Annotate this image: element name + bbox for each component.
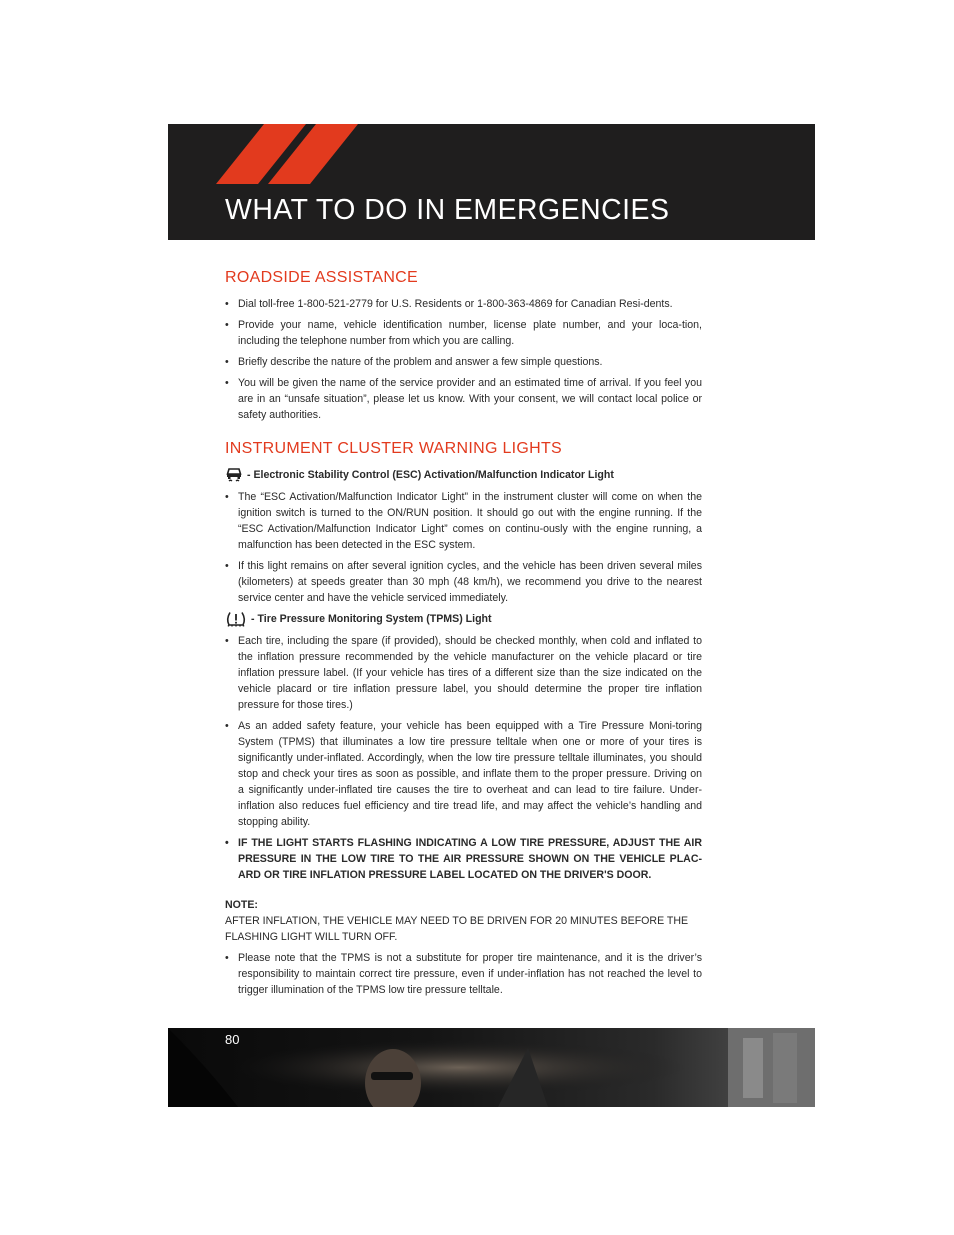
page-number: 80 xyxy=(225,1032,240,1047)
footer-photo-band xyxy=(168,1028,815,1107)
list-item: • The “ESC Activation/Malfunction Indicator Light” in the instrument cluster will come on when the ignition switch is turned to the ON/RUN position. It should go out with the engine running. If the “ESC Activation/Malfunction Indicator Light” comes on continu-ously with the engine running, a malfunction has been detected in the ESC system. xyxy=(225,489,702,553)
tire-pressure-icon xyxy=(225,611,247,627)
chapter-title: WHAT TO DO IN EMERGENCIES xyxy=(225,194,670,226)
tpms-subheading xyxy=(225,611,702,627)
roadside-list xyxy=(225,296,702,423)
section-heading-roadside-assistance: ROADSIDE ASSISTANCE xyxy=(225,269,419,286)
esc-skid-icon xyxy=(225,467,243,483)
list-item: • If this light remains on after several ignition cycles, and the vehicle has been driven several miles (kilometers) at speeds greater than 30 mph (48 km/h), we recommend you drive to the nearest service center and have the vehicle serviced immediately. xyxy=(225,558,702,606)
list-item: • Each tire, including the spare (if provided), should be checked monthly, when cold and inflated to the inflation pressure recommended by the vehicle manufacturer on the vehicle placard or tire inflation pressure label. (If your vehicle has tires of a different size than the size indicated on the vehicle placard or tire inflation pressure label, you should determine the proper tire inflation pressure for those tires.) xyxy=(225,633,702,713)
tpms-warning-item: • IF THE LIGHT STARTS FLASHING INDICATING A LOW TIRE PRESSURE, ADJUST THE AIR PRESSURE IN THE LOW TIRE TO THE AIR PRESSURE SHOWN ON THE VEHICLE PLAC-ARD OR TIRE INFLATION PRESSURE LABEL LOCATED ON THE DRIVER'S DOOR. xyxy=(225,835,702,883)
tpms-list xyxy=(225,633,702,883)
footer-photo-image xyxy=(168,1028,815,1107)
list-item: • Briefly describe the nature of the problem and answer a few simple questions. xyxy=(225,354,702,370)
note-label: NOTE: xyxy=(225,899,258,911)
esc-subheading xyxy=(225,467,702,483)
page-content xyxy=(225,266,702,1003)
list-item: • Dial toll-free 1-800-521-2779 for U.S. Residents or 1-800-363-4869 for Canadian Resi-dents. xyxy=(225,296,702,312)
note-text: AFTER INFLATION, THE VEHICLE MAY NEED TO BE DRIVEN FOR 20 MINUTES BEFORE THE FLASHING LIGHT WILL TURN OFF. xyxy=(225,915,689,943)
esc-subheading-text: - Electronic Stability Control (ESC) Activation/Malfunction Indicator Light xyxy=(247,469,614,481)
list-item: • Please note that the TPMS is not a substitute for proper tire maintenance, and it is the driver’s responsibility to maintain correct tire pressure, even if under-inflation has not reached the level to trigger illumination of the TPMS low tire pressure telltale. xyxy=(225,950,702,998)
tpms-subheading-text: - Tire Pressure Monitoring System (TPMS) Light xyxy=(251,613,492,625)
list-item: • You will be given the name of the service provider and an estimated time of arrival. If you feel you are in an “unsafe situation”, please let us know. With your consent, we will contact local police or safety authorities. xyxy=(225,375,702,423)
list-item: • As an added safety feature, your vehicle has been equipped with a Tire Pressure Moni-toring System (TPMS) that illuminates a low tire pressure telltale when one or more of your tires is significantly under-inflated. Accordingly, when the low tire pressure telltale illuminates, you should stop and check your tires as soon as possible, and inflate them to the proper pressure. Driving on a significantly under-inflated tire causes the tire to overheat and can lead to tire failure. Under-inflation also reduces fuel efficiency and tire tread life, and may affect the vehicle’s handling and stopping ability. xyxy=(225,718,702,830)
brand-stripes-icon xyxy=(216,124,358,184)
chapter-header xyxy=(168,124,815,240)
esc-list xyxy=(225,489,702,606)
list-item: • Provide your name, vehicle identification number, license plate number, and your loca-tion, including the telephone number from which you are calling. xyxy=(225,317,702,349)
tpms-final-list xyxy=(225,950,702,998)
section-heading-warning-lights: INSTRUMENT CLUSTER WARNING LIGHTS xyxy=(225,440,563,457)
